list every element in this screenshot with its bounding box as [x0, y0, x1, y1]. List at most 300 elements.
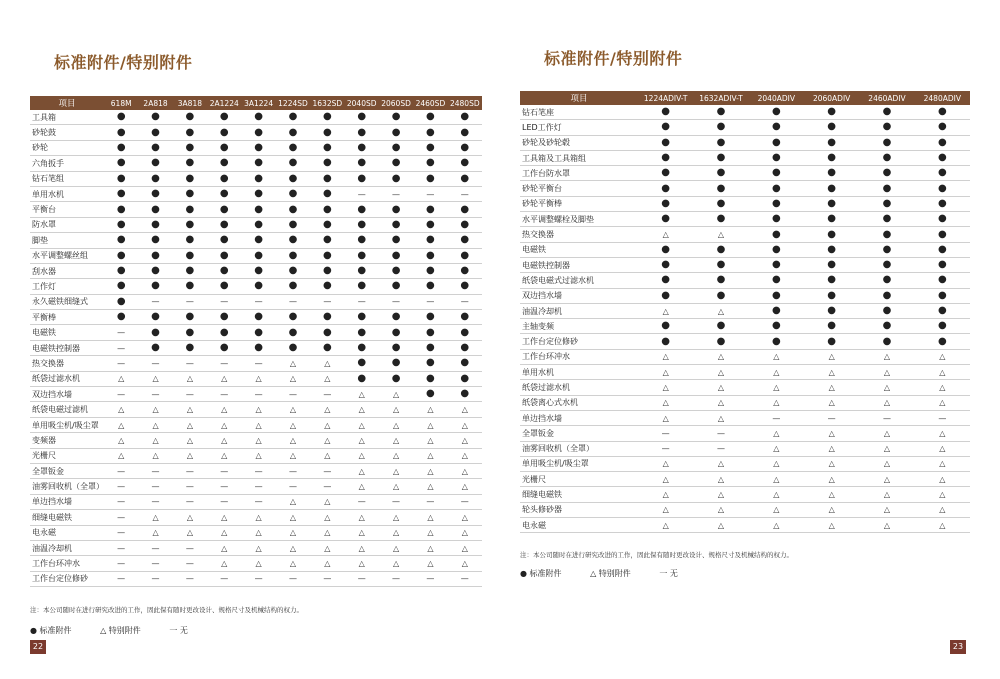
standard-mark: ● — [693, 135, 748, 150]
standard-mark: ● — [749, 288, 804, 303]
special-mark: △ — [749, 502, 804, 517]
special-mark: △ — [379, 479, 413, 494]
standard-mark: ● — [276, 186, 310, 201]
standard-mark: ● — [104, 310, 138, 325]
special-mark: △ — [859, 426, 914, 441]
standard-mark: ● — [241, 325, 275, 340]
none-mark: — — [138, 540, 172, 555]
standard-mark: ● — [804, 196, 859, 211]
standard-mark: ● — [310, 263, 344, 278]
standard-mark: ● — [241, 217, 275, 232]
standard-mark: ● — [207, 202, 241, 217]
row-item-name: 单边挡水墙 — [520, 410, 638, 425]
column-header-model: 1632SD — [310, 96, 344, 110]
standard-mark: ● — [448, 202, 482, 217]
standard-mark: ● — [859, 273, 914, 288]
special-mark: △ — [276, 448, 310, 463]
standard-mark: ● — [448, 156, 482, 171]
standard-mark: ● — [241, 310, 275, 325]
table-row — [30, 156, 482, 171]
special-mark: △ — [379, 433, 413, 448]
special-mark: △ — [310, 433, 344, 448]
standard-mark: ● — [379, 156, 413, 171]
special-mark: △ — [804, 426, 859, 441]
row-item-name: 脚垫 — [30, 233, 104, 248]
table-row — [520, 518, 970, 533]
page-title: 标准附件/特别附件 — [54, 53, 193, 72]
table-row — [30, 279, 482, 294]
standard-mark: ● — [310, 217, 344, 232]
row-item-name: 单用水机 — [520, 365, 638, 380]
row-item-name: 工作灯 — [30, 279, 104, 294]
table-row — [30, 417, 482, 432]
row-item-name: 砂轮平衡棒 — [520, 196, 638, 211]
standard-mark: ● — [310, 279, 344, 294]
standard-mark: ● — [104, 248, 138, 263]
special-mark: △ — [448, 479, 482, 494]
special-mark: △ — [138, 510, 172, 525]
special-mark: △ — [138, 371, 172, 386]
none-mark: — — [104, 494, 138, 509]
row-item-name: 电磁铁控制器 — [30, 340, 104, 355]
standard-mark: ● — [345, 217, 379, 232]
special-mark: △ — [276, 417, 310, 432]
standard-mark: ● — [173, 186, 207, 201]
standard-mark: ● — [638, 334, 693, 349]
row-item-name: 细缝电磁铁 — [520, 487, 638, 502]
standard-mark: ● — [310, 110, 344, 125]
legend-special: △ 特别附件 — [590, 569, 631, 578]
standard-mark: ● — [749, 105, 804, 120]
standard-mark: ● — [207, 186, 241, 201]
disclaimer-note: 注：本公司随时在进行研究改进的工作，固此保有随时更改设计、规格尺寸及机械结构的权力。 — [520, 551, 793, 559]
special-mark: △ — [804, 456, 859, 471]
none-mark: — — [207, 387, 241, 402]
standard-mark: ● — [859, 166, 914, 181]
special-mark: △ — [241, 556, 275, 571]
none-mark: — — [207, 356, 241, 371]
standard-mark: ● — [693, 319, 748, 334]
standard-mark: ● — [379, 340, 413, 355]
table-row — [520, 227, 970, 242]
standard-mark: ● — [804, 242, 859, 257]
standard-mark: ● — [859, 150, 914, 165]
table-row — [520, 349, 970, 364]
special-mark: △ — [749, 441, 804, 456]
standard-mark: ● — [749, 273, 804, 288]
standard-mark: ● — [173, 110, 207, 125]
special-mark: △ — [915, 487, 970, 502]
special-mark: △ — [413, 417, 447, 432]
standard-mark: ● — [104, 202, 138, 217]
row-item-name: 水平调整螺丝组 — [30, 248, 104, 263]
table-row — [520, 395, 970, 410]
special-mark: △ — [448, 402, 482, 417]
table-row — [30, 202, 482, 217]
special-mark: △ — [104, 417, 138, 432]
none-mark: — — [104, 463, 138, 478]
none-mark: — — [804, 410, 859, 425]
standard-mark: ● — [379, 110, 413, 125]
standard-mark: ● — [104, 186, 138, 201]
standard-mark: ● — [638, 105, 693, 120]
table-row — [30, 125, 482, 140]
standard-mark: ● — [138, 186, 172, 201]
standard-mark: ● — [379, 371, 413, 386]
standard-mark: ● — [413, 263, 447, 278]
special-mark: △ — [241, 402, 275, 417]
table-row — [520, 456, 970, 471]
none-mark: — — [915, 410, 970, 425]
special-mark: △ — [915, 502, 970, 517]
standard-mark: ● — [138, 156, 172, 171]
none-mark: — — [379, 494, 413, 509]
standard-mark: ● — [638, 196, 693, 211]
standard-mark: ● — [173, 340, 207, 355]
special-mark: △ — [310, 356, 344, 371]
standard-mark: ● — [915, 273, 970, 288]
standard-mark: ● — [638, 212, 693, 227]
standard-mark: ● — [638, 288, 693, 303]
table-row — [30, 294, 482, 309]
standard-mark: ● — [413, 310, 447, 325]
none-mark: — — [138, 479, 172, 494]
special-mark: △ — [915, 380, 970, 395]
none-mark: — — [138, 463, 172, 478]
standard-mark: ● — [693, 273, 748, 288]
special-mark: △ — [693, 349, 748, 364]
standard-mark: ● — [345, 279, 379, 294]
special-mark: △ — [638, 349, 693, 364]
standard-mark: ● — [749, 257, 804, 272]
special-mark: △ — [345, 463, 379, 478]
table-row — [520, 135, 970, 150]
special-mark: △ — [638, 365, 693, 380]
special-mark: △ — [804, 441, 859, 456]
special-mark: △ — [138, 448, 172, 463]
special-mark: △ — [448, 417, 482, 432]
table-row — [30, 340, 482, 355]
special-mark: △ — [448, 556, 482, 571]
special-mark: △ — [138, 417, 172, 432]
table-row — [30, 263, 482, 278]
standard-mark: ● — [241, 279, 275, 294]
standard-mark: ● — [448, 140, 482, 155]
table-row — [30, 140, 482, 155]
standard-mark: ● — [276, 217, 310, 232]
special-mark: △ — [693, 472, 748, 487]
special-mark: △ — [915, 518, 970, 533]
none-mark: — — [241, 294, 275, 309]
table-row — [30, 525, 482, 540]
legend-none: 一 无 — [169, 626, 188, 635]
standard-mark: ● — [859, 227, 914, 242]
table-row — [520, 273, 970, 288]
standard-mark: ● — [693, 120, 748, 135]
standard-mark: ● — [276, 325, 310, 340]
special-mark: △ — [379, 525, 413, 540]
standard-mark: ● — [138, 110, 172, 125]
row-item-name: 单用水机 — [30, 186, 104, 201]
standard-mark: ● — [749, 227, 804, 242]
standard-mark: ● — [241, 202, 275, 217]
standard-mark: ● — [413, 233, 447, 248]
standard-mark: ● — [448, 356, 482, 371]
none-mark: — — [310, 387, 344, 402]
special-mark: △ — [241, 525, 275, 540]
standard-mark: ● — [276, 140, 310, 155]
standard-mark: ● — [804, 257, 859, 272]
standard-mark: ● — [173, 279, 207, 294]
header-item-label: 项目 — [30, 96, 104, 110]
none-mark: — — [241, 571, 275, 586]
special-mark: △ — [345, 479, 379, 494]
standard-mark: ● — [448, 217, 482, 232]
column-header-model: 2A818 — [138, 96, 172, 110]
standard-mark: ● — [310, 248, 344, 263]
none-mark: — — [345, 494, 379, 509]
column-header-model: 3A1224 — [241, 96, 275, 110]
standard-mark: ● — [276, 340, 310, 355]
standard-mark: ● — [448, 125, 482, 140]
special-mark: △ — [207, 540, 241, 555]
standard-mark: ● — [379, 356, 413, 371]
standard-mark: ● — [448, 110, 482, 125]
accessory-table — [30, 96, 482, 587]
special-mark: △ — [749, 456, 804, 471]
none-mark: — — [638, 426, 693, 441]
special-mark: △ — [138, 402, 172, 417]
standard-mark: ● — [345, 125, 379, 140]
row-item-name: 工具箱及工具箱组 — [520, 150, 638, 165]
standard-mark: ● — [207, 125, 241, 140]
special-mark: △ — [379, 417, 413, 432]
special-mark: △ — [804, 518, 859, 533]
special-mark: △ — [345, 433, 379, 448]
standard-mark: ● — [207, 233, 241, 248]
special-mark: △ — [859, 395, 914, 410]
special-mark: △ — [207, 402, 241, 417]
standard-mark: ● — [859, 242, 914, 257]
none-mark: — — [276, 294, 310, 309]
row-item-name: 全罩钣金 — [30, 463, 104, 478]
standard-mark: ● — [379, 171, 413, 186]
table-row — [30, 310, 482, 325]
table-row — [520, 120, 970, 135]
special-mark: △ — [638, 380, 693, 395]
standard-mark: ● — [207, 263, 241, 278]
standard-mark: ● — [276, 310, 310, 325]
standard-mark: ● — [241, 156, 275, 171]
table-row — [520, 212, 970, 227]
none-mark: — — [207, 294, 241, 309]
standard-mark: ● — [241, 248, 275, 263]
standard-mark: ● — [138, 217, 172, 232]
standard-mark: ● — [413, 387, 447, 402]
standard-mark: ● — [413, 125, 447, 140]
row-item-name: 防水罩 — [30, 217, 104, 232]
standard-mark: ● — [207, 325, 241, 340]
table-row — [520, 288, 970, 303]
none-mark: — — [448, 294, 482, 309]
legend-special: △ 特别附件 — [100, 626, 141, 635]
special-mark: △ — [413, 510, 447, 525]
standard-mark: ● — [693, 166, 748, 181]
row-item-name: 平衡台 — [30, 202, 104, 217]
header-item-label: 项目 — [520, 91, 638, 105]
standard-mark: ● — [345, 171, 379, 186]
none-mark: — — [276, 479, 310, 494]
standard-mark: ● — [173, 310, 207, 325]
none-mark: — — [310, 463, 344, 478]
special-mark: △ — [693, 365, 748, 380]
column-header-model: 2480ADIV — [915, 91, 970, 105]
standard-mark: ● — [104, 125, 138, 140]
special-mark: △ — [413, 463, 447, 478]
standard-mark: ● — [749, 166, 804, 181]
row-item-name: 电永磁 — [30, 525, 104, 540]
special-mark: △ — [638, 410, 693, 425]
table-row — [520, 472, 970, 487]
special-mark: △ — [638, 502, 693, 517]
standard-mark: ● — [379, 125, 413, 140]
standard-mark: ● — [104, 294, 138, 309]
standard-mark: ● — [379, 263, 413, 278]
special-mark: △ — [173, 371, 207, 386]
special-mark: △ — [276, 525, 310, 540]
special-mark: △ — [638, 518, 693, 533]
standard-mark: ● — [310, 233, 344, 248]
special-mark: △ — [749, 395, 804, 410]
standard-mark: ● — [379, 325, 413, 340]
standard-mark: ● — [413, 356, 447, 371]
standard-mark: ● — [638, 166, 693, 181]
special-mark: △ — [241, 433, 275, 448]
row-item-name: 光栅尺 — [520, 472, 638, 487]
standard-mark: ● — [804, 288, 859, 303]
standard-mark: ● — [915, 212, 970, 227]
table-row — [520, 257, 970, 272]
standard-mark: ● — [104, 140, 138, 155]
standard-mark: ● — [859, 334, 914, 349]
special-mark: △ — [804, 365, 859, 380]
standard-mark: ● — [173, 248, 207, 263]
standard-mark: ● — [241, 233, 275, 248]
row-item-name: 油温冷却机 — [30, 540, 104, 555]
standard-mark: ● — [310, 310, 344, 325]
none-mark: — — [173, 571, 207, 586]
standard-mark: ● — [241, 186, 275, 201]
special-mark: △ — [859, 365, 914, 380]
standard-mark: ● — [693, 212, 748, 227]
column-header-model: 2460ADIV — [859, 91, 914, 105]
standard-mark: ● — [804, 212, 859, 227]
special-mark: △ — [241, 417, 275, 432]
standard-mark: ● — [345, 248, 379, 263]
none-mark: — — [173, 356, 207, 371]
page-number: 22 — [30, 640, 46, 654]
column-header-model: 2040SD — [345, 96, 379, 110]
special-mark: △ — [638, 456, 693, 471]
none-mark: — — [173, 556, 207, 571]
standard-mark: ● — [638, 135, 693, 150]
standard-mark: ● — [804, 135, 859, 150]
row-item-name: 纸袋过滤水机 — [520, 380, 638, 395]
standard-mark: ● — [804, 181, 859, 196]
none-mark: — — [448, 571, 482, 586]
table-row — [30, 233, 482, 248]
standard-mark: ● — [138, 263, 172, 278]
standard-mark: ● — [749, 242, 804, 257]
special-mark: △ — [749, 380, 804, 395]
special-mark: △ — [413, 525, 447, 540]
row-item-name: 全罩钣金 — [520, 426, 638, 441]
standard-mark: ● — [804, 166, 859, 181]
accessory-table — [520, 91, 970, 533]
table-row — [520, 410, 970, 425]
row-item-name: 单用吸尘机/吸尘罩 — [30, 417, 104, 432]
standard-mark: ● — [345, 340, 379, 355]
standard-mark: ● — [310, 140, 344, 155]
standard-mark: ● — [859, 257, 914, 272]
standard-mark: ● — [310, 202, 344, 217]
special-mark: △ — [310, 371, 344, 386]
special-mark: △ — [276, 540, 310, 555]
special-mark: △ — [749, 518, 804, 533]
standard-mark: ● — [207, 140, 241, 155]
none-mark: — — [173, 294, 207, 309]
none-mark: — — [345, 571, 379, 586]
standard-mark: ● — [241, 171, 275, 186]
standard-mark: ● — [915, 303, 970, 318]
special-mark: △ — [379, 387, 413, 402]
special-mark: △ — [859, 518, 914, 533]
standard-mark: ● — [276, 233, 310, 248]
row-item-name: 砂轮 — [30, 140, 104, 155]
table-row — [30, 387, 482, 402]
special-mark: △ — [310, 525, 344, 540]
special-mark: △ — [448, 433, 482, 448]
table-row — [30, 479, 482, 494]
standard-mark: ● — [448, 310, 482, 325]
special-mark: △ — [859, 472, 914, 487]
standard-mark: ● — [345, 233, 379, 248]
none-mark: — — [104, 510, 138, 525]
column-header-model: 618M — [104, 96, 138, 110]
standard-mark: ● — [173, 202, 207, 217]
row-item-name: 工作台定位修砂 — [520, 334, 638, 349]
standard-mark: ● — [173, 217, 207, 232]
row-item-name: 热交换器 — [520, 227, 638, 242]
special-mark: △ — [638, 395, 693, 410]
standard-mark: ● — [693, 181, 748, 196]
table-row — [30, 510, 482, 525]
standard-mark: ● — [749, 334, 804, 349]
table-row — [520, 441, 970, 456]
row-item-name: 纸袋过滤水机 — [30, 371, 104, 386]
special-mark: △ — [345, 525, 379, 540]
legend-none: 一 无 — [659, 569, 678, 578]
standard-mark: ● — [310, 325, 344, 340]
standard-mark: ● — [448, 263, 482, 278]
standard-mark: ● — [241, 340, 275, 355]
special-mark: △ — [693, 303, 748, 318]
special-mark: △ — [859, 441, 914, 456]
row-item-name: 砂轮平衡台 — [520, 181, 638, 196]
standard-mark: ● — [749, 120, 804, 135]
standard-mark: ● — [173, 233, 207, 248]
row-item-name: 纸袋电磁过滤机 — [30, 402, 104, 417]
